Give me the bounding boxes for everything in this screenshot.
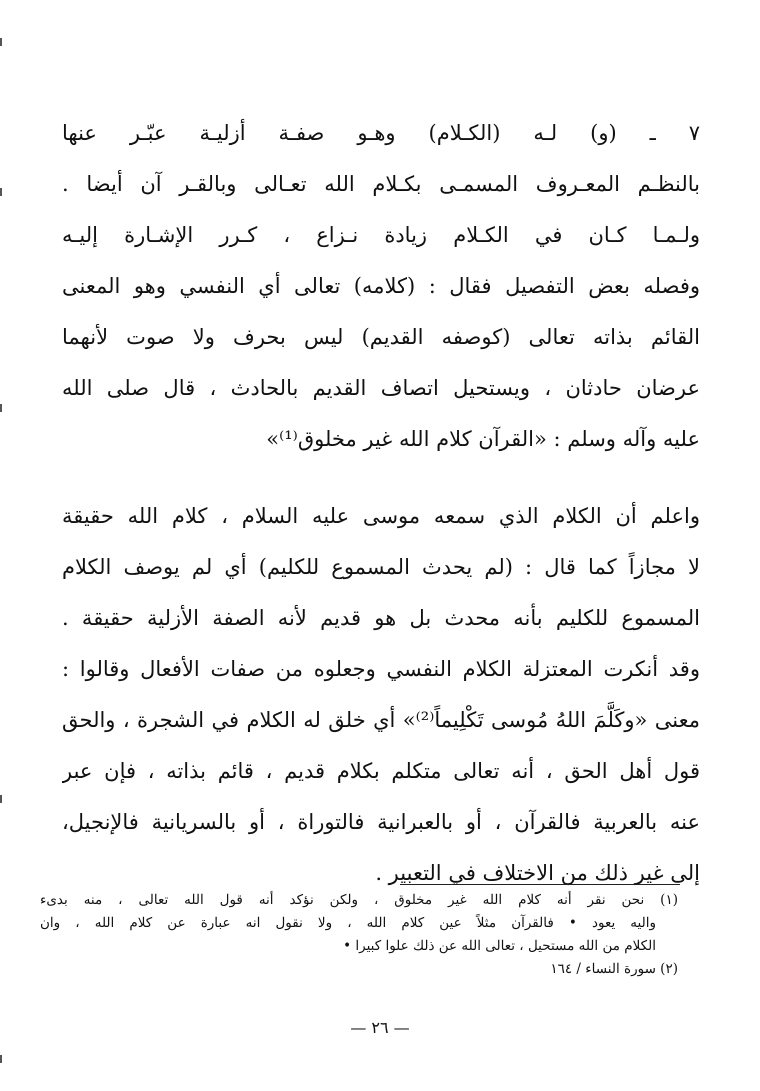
scan-edge-mark <box>0 1055 2 1063</box>
text-line: لا مجازاً كما قال : (لم يحدث المسموع للكليم) أي لم يوصف الكلام <box>62 555 700 579</box>
text-line: وقد أنكرت المعتزلة الكلام النفسي وجعلوه من صفات الأفعال وقالوا : <box>62 657 700 681</box>
text-line: وفصله بعض التفصيل فقال : (كلامه) تعالى أي النفسي وهو المعنى <box>62 274 700 298</box>
text-line: المسموع للكليم بأنه محدث بل هو قديم لأنه الصفة الأزلية حقيقة . <box>62 606 700 630</box>
text-line: القائم بذاته تعالى (كوصفه القديم) ليس بحرف ولا صوت لأنهما <box>62 325 700 349</box>
text-line: عليه وآله وسلم : «القرآن كلام الله غير مخلوق⁽¹⁾» <box>266 427 700 451</box>
text-line: عرضان حادثان ، ويستحيل اتصاف القديم بالحادث ، قال صلى الله <box>62 376 700 400</box>
footnotes <box>40 889 678 981</box>
footnote-divider <box>400 884 680 885</box>
text-line: عنه بالعربية فالقرآن ، أو بالعبرانية فالتوراة ، أو بالسريانية فالإنجيل، <box>62 810 700 834</box>
paragraph-gap <box>62 465 700 491</box>
main-text <box>62 108 700 899</box>
scan-edge-mark <box>0 38 2 46</box>
text-line: قول أهل الحق ، أنه تعالى متكلم بكلام قديم ، قائم بذاته ، فإن عبر <box>62 759 700 783</box>
text-line: ولـمـا كـان في الكـلام زيادة نـزاع ، كـرر الإشـارة إليـه <box>62 223 700 247</box>
text-line: ٧ ـ (و) لـه (الكـلام) وهـو صفـة أزليـة عبّـر عنها <box>62 121 700 145</box>
footnote-2: (٢) سورة النساء / ١٦٤ <box>550 961 678 977</box>
scan-edge-mark <box>0 404 2 412</box>
page-number: — ٢٦ — <box>350 1018 410 1037</box>
scan-edge-mark <box>0 795 2 803</box>
text-line: معنى «وكَلَّمَ اللهُ مُوسى تَكْلِيماً⁽²⁾» أي خلق له الكلام في الشجرة ، والحق <box>62 708 700 732</box>
footnote-1-line: (١) نحن نقر أنه كلام الله غير مخلوق ، ولكن نؤكد أنه قول الله تعالى ، منه بدىء <box>40 892 678 908</box>
paragraph-2 <box>62 491 700 899</box>
text-line: بالنظـم المعـروف المسمـى بكـلام الله تعـالى وبالقـر آن أيضا . <box>62 172 700 196</box>
text-line: واعلم أن الكلام الذي سمعه موسى عليه السلام ، كلام الله حقيقة <box>62 504 700 528</box>
text-line: إلى غير ذلك من الاختلاف في التعبير . <box>375 861 700 885</box>
scan-edge-mark <box>0 188 2 196</box>
footnote-1-line: واليه يعود • فالقرآن مثلاً عين كلام الله ، ولا نقول انه عبارة عن كلام الله ، وان <box>40 915 656 931</box>
footnote-1-line: الكلام من الله مستحيل ، تعالى الله عن ذلك علوا كبيرا • <box>343 938 656 954</box>
paragraph-1 <box>62 108 700 465</box>
